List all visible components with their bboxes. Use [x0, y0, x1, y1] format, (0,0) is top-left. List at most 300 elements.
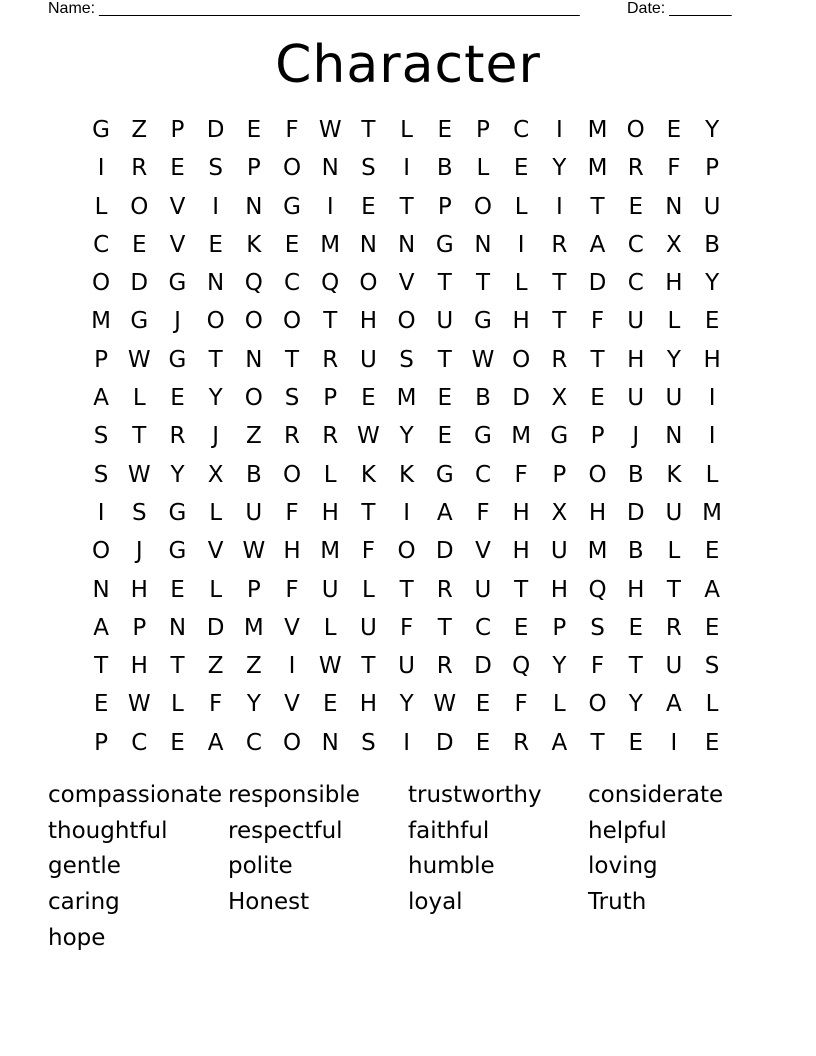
grid-letter: C: [474, 614, 491, 641]
grid-letter: S: [93, 461, 109, 488]
grid-letter: O: [588, 691, 607, 718]
grid-letter: I: [97, 499, 105, 526]
grid-letter: U: [359, 346, 377, 373]
grid-letter: A: [207, 729, 224, 756]
word-bank-item: faithful: [408, 817, 490, 844]
grid-letter: O: [92, 538, 111, 565]
grid-letter: T: [552, 270, 567, 297]
grid-letter: R: [551, 346, 568, 373]
grid-letter: L: [705, 691, 719, 718]
grid-letter: M: [320, 538, 341, 565]
grid-letter: O: [473, 193, 493, 220]
grid-letter: N: [359, 231, 378, 258]
grid-letter: W: [242, 538, 266, 565]
grid-letter: P: [170, 117, 185, 143]
grid-letter: U: [627, 308, 645, 335]
grid-letter: I: [708, 423, 716, 450]
grid-letter: E: [704, 308, 720, 335]
grid-letter: F: [514, 691, 528, 718]
grid-letter: U: [245, 499, 263, 526]
grid-letter: Y: [399, 423, 414, 450]
grid-letter: C: [474, 461, 491, 488]
grid-letter: E: [208, 231, 223, 258]
grid-letter: W: [127, 461, 151, 488]
grid-letter: W: [357, 423, 380, 450]
word-bank-item: helpful: [588, 817, 667, 844]
grid-letter: P: [437, 193, 452, 220]
grid-letter: Y: [628, 691, 643, 718]
word-bank-item: caring: [48, 889, 120, 916]
grid-letter: E: [628, 729, 643, 756]
puzzle-title: Character: [275, 35, 541, 95]
grid-letter: H: [627, 576, 645, 603]
grid-letter: X: [666, 231, 682, 258]
grid-letter: M: [396, 385, 417, 412]
word-bank-item: hope: [48, 924, 106, 951]
grid-letter: H: [321, 499, 339, 526]
grid-letter: F: [399, 614, 414, 641]
grid-letter: E: [437, 423, 453, 450]
grid-letter: I: [212, 193, 220, 220]
grid-letter: Q: [512, 653, 531, 680]
grid-letter: O: [244, 308, 263, 335]
word-bank-item: thoughtful: [48, 817, 168, 844]
grid-letter: I: [288, 653, 296, 680]
grid-letter: W: [127, 691, 151, 718]
grid-letter: U: [665, 653, 683, 680]
grid-letter: L: [667, 308, 681, 335]
grid-letter: O: [130, 193, 149, 220]
grid-letter: N: [397, 231, 416, 258]
word-bank-item: responsible: [228, 782, 360, 808]
grid-letter: T: [399, 576, 414, 603]
grid-letter: M: [320, 231, 341, 258]
word-bank-item: Truth: [588, 889, 647, 916]
grid-letter: F: [476, 499, 490, 526]
grid-letter: E: [704, 729, 720, 756]
grid-letter: F: [514, 461, 528, 488]
grid-letter: E: [132, 231, 147, 258]
grid-letter: M: [587, 538, 608, 565]
grid-letter: E: [361, 193, 376, 220]
grid-letter: H: [703, 346, 721, 373]
grid-letter: O: [244, 385, 263, 412]
grid-letter: O: [512, 346, 531, 373]
grid-letter: O: [282, 155, 302, 182]
grid-letter: O: [282, 729, 302, 756]
grid-letter: L: [514, 193, 528, 220]
grid-letter: M: [91, 308, 112, 335]
grid-letter: S: [361, 729, 376, 756]
grid-letter: L: [94, 193, 108, 220]
grid-letter: B: [245, 461, 262, 488]
grid-letter: H: [588, 499, 607, 526]
grid-letter: G: [168, 499, 187, 526]
grid-letter: P: [94, 346, 109, 373]
grid-letter: E: [513, 614, 529, 641]
name-label: Name:: [48, 0, 96, 17]
grid-letter: M: [587, 155, 608, 182]
grid-letter: R: [322, 423, 339, 450]
grid-letter: E: [475, 729, 491, 756]
grid-letter: T: [361, 653, 376, 680]
grid-letter: G: [435, 461, 454, 488]
grid-letter: Z: [131, 117, 148, 143]
grid-letter: X: [551, 385, 568, 412]
grid-letter: K: [246, 231, 262, 258]
grid-letter: B: [704, 231, 720, 258]
grid-letter: U: [321, 576, 339, 603]
grid-letter: I: [670, 729, 678, 756]
grid-letter: I: [708, 385, 716, 412]
grid-letter: T: [590, 346, 605, 373]
grid-letter: T: [437, 270, 452, 297]
grid-letter: E: [590, 385, 605, 412]
grid-letter: T: [552, 308, 567, 335]
grid-letter: L: [323, 614, 337, 641]
word-bank: [48, 777, 768, 955]
grid-letter: M: [243, 614, 264, 641]
grid-letter: V: [475, 538, 491, 565]
grid-letter: R: [436, 576, 453, 603]
grid-letter: D: [206, 117, 225, 143]
grid-letter: T: [208, 346, 223, 373]
grid-letter: D: [626, 499, 645, 526]
grid-letter: S: [361, 155, 376, 182]
grid-letter: L: [323, 461, 337, 488]
grid-letter: N: [665, 193, 683, 220]
grid-letter: E: [628, 193, 643, 220]
grid-letter: S: [208, 155, 223, 182]
grid-letter: P: [132, 614, 147, 641]
grid-letter: O: [206, 308, 225, 335]
grid-letter: G: [168, 538, 187, 565]
grid-letter: E: [170, 385, 185, 412]
grid-letter: S: [399, 346, 414, 373]
grid-letter: R: [131, 155, 148, 182]
grid-letter: W: [127, 346, 151, 373]
grid-letter: E: [361, 385, 376, 412]
grid-letter: I: [326, 193, 334, 220]
grid-letter: G: [168, 346, 187, 373]
grid-letter: C: [627, 270, 644, 297]
grid-letter: I: [403, 499, 410, 526]
date-field[interactable]: [627, 0, 732, 20]
grid-letter: R: [513, 729, 530, 756]
grid-letter: M: [702, 499, 723, 526]
grid-letter: J: [212, 423, 220, 450]
grid-letter: F: [285, 576, 299, 603]
grid-letter: O: [397, 538, 416, 565]
grid-letter: U: [436, 308, 454, 335]
grid-letter: T: [399, 193, 414, 220]
grid-letter: C: [131, 729, 148, 756]
grid-letter: R: [627, 155, 644, 182]
grid-letter: F: [361, 538, 376, 565]
grid-letter: T: [590, 729, 605, 756]
grid-letter: Y: [552, 653, 567, 680]
grid-letter: F: [590, 653, 605, 680]
grid-letter: U: [627, 385, 645, 412]
grid-letter: H: [283, 538, 301, 565]
grid-letter: N: [474, 231, 492, 258]
grid-letter: D: [588, 270, 607, 297]
grid-letter: D: [435, 538, 454, 565]
grid-letter: R: [284, 423, 301, 450]
grid-letter: H: [627, 346, 645, 373]
grid-letter: F: [590, 308, 605, 335]
grid-letter: A: [436, 499, 453, 526]
grid-letter: T: [361, 117, 376, 143]
grid-letter: T: [475, 270, 490, 297]
grid-letter: H: [130, 653, 148, 680]
grid-letter: V: [169, 231, 186, 258]
word-bank-item: trustworthy: [408, 782, 542, 808]
word-bank-item: loyal: [408, 889, 463, 916]
grid-letter: L: [705, 461, 719, 488]
grid-letter: A: [93, 385, 109, 412]
grid-letter: T: [628, 653, 643, 680]
grid-letter: P: [705, 155, 720, 182]
grid-letter: Y: [170, 461, 185, 488]
grid-letter: R: [551, 231, 568, 258]
grid-letter: A: [704, 576, 720, 603]
grid-letter: G: [168, 270, 187, 297]
grid-letter: T: [361, 499, 376, 526]
grid-letter: T: [323, 308, 338, 335]
grid-letter: G: [474, 423, 492, 450]
grid-letter: O: [359, 270, 378, 297]
grid-letter: T: [170, 653, 185, 680]
grid-letter: A: [93, 614, 109, 641]
grid-letter: H: [550, 576, 568, 603]
grid-letter: P: [590, 423, 605, 450]
grid-letter: N: [92, 576, 110, 603]
grid-letter: S: [704, 653, 720, 680]
grid-letter: X: [551, 499, 568, 526]
grid-letter: L: [209, 499, 223, 526]
grid-letter: T: [437, 614, 452, 641]
grid-letter: P: [94, 729, 109, 756]
grid-letter: I: [517, 231, 525, 258]
grid-letter: U: [359, 614, 377, 641]
grid-letter: E: [170, 576, 185, 603]
grid-letter: T: [285, 346, 300, 373]
word-bank-item: loving: [588, 853, 658, 880]
grid-letter: E: [513, 155, 529, 182]
grid-letter: K: [399, 461, 415, 488]
grid-letter: E: [246, 117, 262, 143]
grid-letter: S: [284, 385, 300, 412]
grid-letter: L: [171, 691, 184, 718]
word-bank-item: humble: [408, 853, 495, 880]
grid-letter: T: [437, 346, 452, 373]
grid-letter: L: [552, 691, 566, 718]
grid-letter: J: [632, 423, 640, 450]
grid-letter: D: [512, 385, 531, 412]
grid-letter: C: [93, 231, 110, 258]
grid-letter: M: [587, 117, 608, 143]
grid-letter: J: [135, 538, 143, 565]
grid-letter: H: [130, 576, 148, 603]
grid-letter: T: [94, 653, 109, 680]
grid-letter: Y: [246, 691, 261, 718]
grid-letter: S: [131, 499, 147, 526]
grid-letter: N: [321, 155, 339, 182]
grid-letter: A: [551, 729, 568, 756]
grid-letter: G: [550, 423, 569, 450]
grid-letter: L: [667, 538, 681, 565]
grid-letter: D: [474, 653, 492, 680]
grid-letter: R: [322, 346, 339, 373]
word-bank-item: polite: [228, 853, 293, 880]
grid-letter: W: [318, 117, 342, 143]
grid-letter: G: [283, 193, 301, 220]
grid-letter: R: [436, 653, 453, 680]
grid-letter: P: [552, 614, 567, 641]
grid-letter: O: [282, 461, 302, 488]
grid-letter: A: [589, 231, 606, 258]
grid-letter: T: [514, 576, 529, 603]
grid-letter: E: [322, 691, 338, 718]
letter-grid: [82, 111, 731, 762]
grid-letter: E: [170, 729, 185, 756]
grid-letter: I: [97, 155, 105, 182]
grid-letter: G: [435, 231, 454, 258]
grid-letter: H: [359, 308, 378, 335]
grid-letter: V: [284, 691, 300, 718]
grid-letter: H: [512, 308, 530, 335]
grid-letter: E: [475, 691, 491, 718]
grid-letter: L: [514, 270, 528, 297]
grid-letter: U: [703, 193, 721, 220]
name-field[interactable]: [48, 0, 580, 20]
word-bank-item: respectful: [228, 817, 343, 844]
grid-letter: S: [590, 614, 605, 641]
grid-letter: B: [475, 385, 491, 412]
grid-letter: K: [360, 461, 376, 488]
grid-letter: D: [206, 614, 225, 641]
grid-letter: H: [512, 538, 530, 565]
grid-letter: U: [665, 385, 683, 412]
grid-letter: U: [550, 538, 568, 565]
grid-letter: U: [665, 499, 683, 526]
grid-letter: C: [513, 117, 530, 143]
date-blank-line[interactable]: _______: [669, 0, 732, 17]
grid-letter: S: [93, 423, 109, 450]
grid-letter: L: [209, 576, 223, 603]
word-bank-item: Honest: [228, 889, 310, 916]
grid-letter: C: [284, 270, 301, 297]
grid-letter: X: [207, 461, 224, 488]
grid-letter: I: [403, 729, 410, 756]
grid-letter: E: [437, 117, 453, 143]
grid-letter: E: [170, 155, 185, 182]
grid-letter: A: [666, 691, 682, 718]
grid-letter: Y: [208, 385, 223, 412]
grid-letter: W: [318, 653, 342, 680]
grid-letter: T: [132, 423, 147, 450]
grid-letter: I: [555, 117, 563, 143]
grid-letter: N: [168, 614, 187, 641]
grid-letter: O: [588, 461, 607, 488]
grid-letter: H: [359, 691, 378, 718]
word-bank-item: considerate: [588, 782, 724, 808]
grid-letter: H: [512, 499, 530, 526]
grid-letter: E: [93, 691, 109, 718]
grid-letter: G: [92, 117, 110, 143]
grid-letter: Y: [666, 346, 681, 373]
grid-letter: G: [130, 308, 149, 335]
grid-letter: V: [398, 270, 415, 297]
grid-letter: E: [704, 538, 720, 565]
grid-letter: E: [666, 117, 682, 143]
grid-letter: B: [627, 538, 644, 565]
grid-letter: U: [474, 576, 492, 603]
grid-letter: W: [433, 691, 457, 718]
grid-letter: C: [245, 729, 262, 756]
grid-letter: V: [169, 193, 186, 220]
grid-letter: E: [284, 231, 300, 258]
word-bank-item: compassionate: [48, 782, 223, 808]
grid-letter: Q: [244, 270, 263, 297]
grid-letter: O: [626, 117, 645, 143]
grid-letter: M: [511, 423, 532, 450]
grid-letter: F: [667, 155, 681, 182]
grid-letter: B: [627, 461, 644, 488]
grid-letter: L: [132, 385, 146, 412]
grid-letter: H: [665, 270, 683, 297]
grid-letter: E: [628, 614, 643, 641]
grid-letter: O: [92, 270, 111, 297]
grid-letter: L: [361, 576, 375, 603]
grid-letter: Y: [399, 691, 414, 718]
grid-letter: L: [400, 117, 413, 143]
name-blank-line[interactable]: ______________________________________________________: [99, 0, 580, 17]
grid-letter: P: [246, 155, 261, 182]
grid-letter: O: [397, 308, 416, 335]
grid-letter: I: [403, 155, 410, 182]
grid-letter: U: [398, 653, 416, 680]
grid-letter: L: [476, 155, 490, 182]
grid-letter: T: [590, 193, 605, 220]
grid-letter: F: [209, 691, 223, 718]
grid-letter: Q: [588, 576, 607, 603]
grid-letter: D: [435, 729, 454, 756]
grid-letter: J: [174, 308, 181, 335]
grid-letter: Z: [245, 423, 262, 450]
grid-letter: F: [285, 117, 299, 143]
grid-letter: O: [282, 308, 302, 335]
grid-letter: K: [666, 461, 682, 488]
grid-letter: I: [555, 193, 563, 220]
grid-letter: E: [704, 614, 720, 641]
grid-letter: N: [321, 729, 339, 756]
grid-letter: Y: [552, 155, 567, 182]
word-bank-item: gentle: [48, 853, 121, 880]
grid-letter: P: [323, 385, 338, 412]
grid-letter: W: [471, 346, 495, 373]
grid-letter: N: [245, 193, 263, 220]
grid-letter: T: [666, 576, 681, 603]
grid-letter: Z: [245, 653, 262, 680]
grid-letter: F: [285, 499, 299, 526]
grid-letter: Q: [321, 270, 340, 297]
grid-letter: B: [436, 155, 453, 182]
grid-letter: N: [207, 270, 225, 297]
grid-letter: P: [552, 461, 567, 488]
grid-letter: V: [207, 538, 224, 565]
